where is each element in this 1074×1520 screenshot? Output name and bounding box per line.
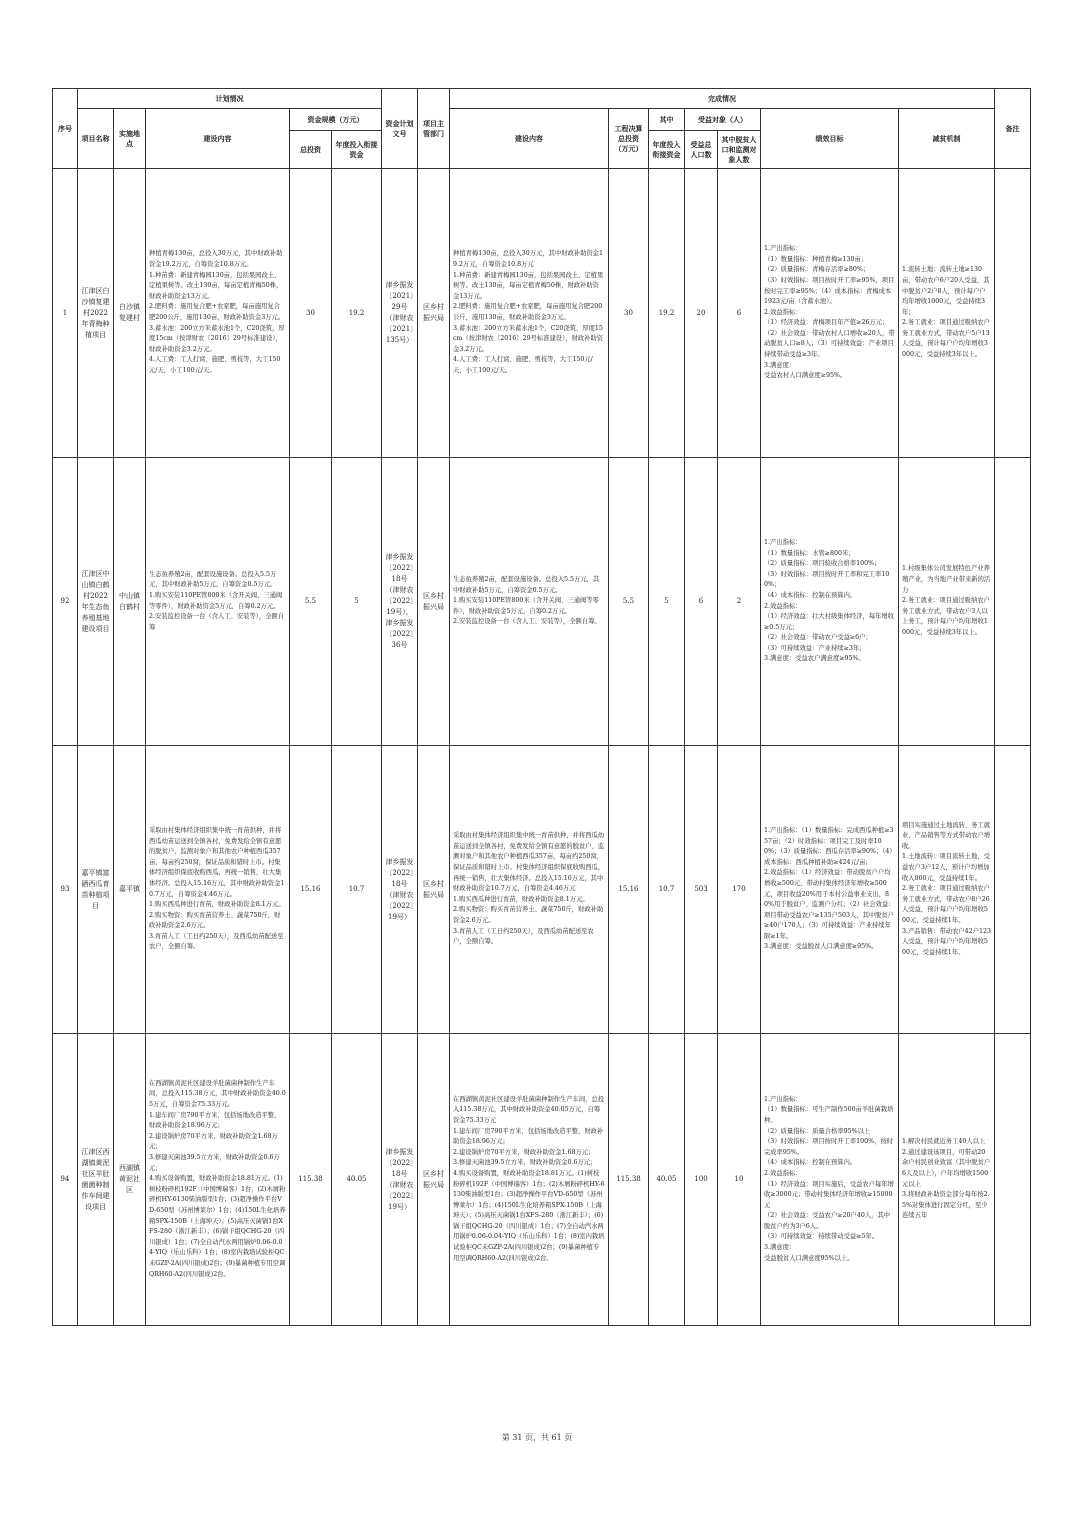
row-annual2: 10.7 xyxy=(649,746,685,1034)
row-content: 在西湖镇黄泥社区建设羊肚菌菌种制作生产车间，总投入115.38万元，其中财政补助资金40.05万元，自筹资金75.33万元。 1.建车间厂房790平方米，包括场地改造平整，财政补助资金18.96万元； 2.建设锅炉房70平方米，财政补助资金1.68万元； 3.修建灭菌池39.5立方米，财政补助资金0.6万元； 4.购买设备购置，财政补助资金18.81万元。(1)树枝粉碎机192F（中国博瑞客）1台；(2)木屑粉碎机HY-6130柴油版型1台；(3)超净操作平台VD-650型（苏州博莱尔）1台；(4)150L生化培养箱SPX-150B（上海坤天）；(5)高压灭菌锅1台XFS-280（浙江新丰）；(6)锅干组QCHG-20（四川银成）1台；(7)全自动汽水两用锅炉0.06-0.04-YIQ（乐山乐科）1台；(8)室内栽培试验柜QC未GZP-2A(四川银成)2台；(9)暴菌种植专用空调QRH60-A2(四川银成)2台。 xyxy=(146,1034,290,1326)
row-annual: 40.05 xyxy=(332,1034,382,1326)
header-target: 绩效目标 xyxy=(761,109,899,169)
row-target: 1.产出指标： （1）数量指标：可生产制作500亩羊肚菌栽培种。 （2）质量指标：质量合格率95%以上 （3）时效指标：项目按时开工率100%，按时完成率95%。 （4）成本指标：控制在预算内。 2.效益指标： （1）经济效益：项目实施后，受益农户每年增收≥3000元；带动村集体经济年增收≥15000元 （2）社会效益：受益农户≥20户40人，其中脱贫户约为3户6人。 （3）可持续效益：持续带动受益≥5年。 3.满意度： 受益脱贫人口满意度95%以上。 xyxy=(761,1034,899,1326)
row-annual2: 19.2 xyxy=(649,169,685,458)
row-seq: 92 xyxy=(53,458,78,746)
row-settle: 15.16 xyxy=(609,746,649,1034)
row-target: 1.产出指标： （1）数量指标：种植青梅≥130亩； （2）质量指标：青梅存活率≥80%； （3）时效指标：项目按时开工率≥95%，项目按时完工率≥95%；（4）成本指标：青梅成本1923元/亩（含蓄水池）。 2.效益指标： （1）经济效益：青梅项目年产值≥26万元；（2）社会效益：带动农村人口增收≥20人，带动脱贫人口≥8人；（3）可持续效益：产业项目持续带动受益≥3年。 3.满意度： 受益农村人口满意度≥95%。 xyxy=(761,169,899,458)
project-table xyxy=(52,88,1031,1326)
row-location: 嘉平镇 xyxy=(114,746,146,1034)
page-number: 第 31 页，共 61 页 xyxy=(501,1433,573,1442)
header-plan: 计划情况 xyxy=(78,89,382,109)
row-total: 5.5 xyxy=(290,458,332,746)
row-total: 15.16 xyxy=(290,746,332,1034)
row-content2: 种植青梅130亩，总投入30万元，其中财政补助资金19.2万元，自筹资金10.8万元 1.种苗费：新建青梅园130亩，包括果园改土、定植果树等。改土130亩，每亩定植青梅50株，财政补助资金13万元。 2.肥料费：施用复合肥+农家肥，每亩施用复合肥200公斤，施用130亩，财政补助资金3万元。 3.蓄水池：200立方米蓄水池1个，C20浇筑，厚度15cm（按津财农〔2016〕29号标准建设），财政补助资金3.2万元。 4.人工费：工人打窝、施肥、剪枝等，大工150元/天，小工100元/天。 xyxy=(450,169,609,458)
row-location: 中山镇白鹤村 xyxy=(114,458,146,746)
row-location: 白沙镇复建村 xyxy=(114,169,146,458)
row-settle: 5.5 xyxy=(609,458,649,746)
row-content: 采取由村集体经济组织集中统一育苗供种，并将西瓜幼苗运送到全镇各村，免费发给全镇有意愿的脱贫户、监测对象户和其他农户种植西瓜357亩，每亩约250窝，保证品质和错时上市。村集体经济组织保底收购西瓜，再统一销售，壮大集体经济。总投入15.16万元，其中财政补助资金10.7万元，自筹资金4.46万元。 1.购买西瓜种进行育苗，财政补助资金8.1万元。 2.购买物资：购买育苗营养土、蔬菜750斤，财政补助资金2.6万元。 3.育苗人工（工日约250天），及西瓜幼苗配送至农户，全额自筹。 xyxy=(146,746,290,1034)
header-location: 实施地点 xyxy=(114,109,146,169)
row-annual: 19.2 xyxy=(332,169,382,458)
row-target: 1.产出指标：（1）数量指标：完成西瓜种植≥357亩；（2）时效指标：项目完工及时率100%；（3）质量指标：西瓜存活率≥90%；（4）成本指标：西瓜种植补助≥424元/亩； 2.效益指标：（1）经济效益：带动脱贫户户均增收≥500元，带动村集体经济年增收≥500元，项目收益20%用于本村公益事业支出，80%用于脱贫户、监测户分红；（2）社会效益：项目带动受益农户≥135户503人，其中脱贫户≥40户170人；（3）可持续效益：产业持续年限≥1年。 3.满意度：受益脱贫人口满意度≥95%。 xyxy=(761,746,899,1034)
header-among: 其中 xyxy=(649,109,685,131)
row-seq: 94 xyxy=(53,1034,78,1326)
header-total: 总投资 xyxy=(290,131,332,169)
header-dept: 项目主管部门 xyxy=(418,89,450,169)
row-name: 嘉平镇富硒西瓜育苗种植项目 xyxy=(78,746,114,1034)
row-mechanism: 1.解决村民就近务工40人以上 2.通过建设该项目，可带动20余户村民创业致富（其中脱贫户6人及以上），户年均增收1500元以上 3.将财政补助资金部分每年按2.5%对集体进行固定分红，至少连续五年 xyxy=(899,1034,995,1326)
row-total-people: 6 xyxy=(685,458,718,746)
row-settle: 115.38 xyxy=(609,1034,649,1326)
row-content: 种植青梅130亩，总投入30万元，其中财政补助资金19.2万元，自筹资金10.8万元。 1.种苗费：新建青梅园130亩，包括果园改土、定植果树等。改土130亩，每亩定植青梅50株，财政补助资金13万元。 2.肥料费：施用复合肥+农家肥，每亩施用复合肥200公斤，施用130亩，财政补助资金3万元。 3.蓄水池：200立方米蓄水池1个，C20浇筑，厚度15cm（按津财农〔2016〕29号标准建设），财政补助资金3.2万元。 4.人工费：工人打窝、施肥、剪枝等，大工150元/天，小工100元/天。 xyxy=(146,169,290,458)
header-content: 建设内容 xyxy=(146,109,290,169)
row-remark xyxy=(995,1034,1031,1326)
row-target: 1.产出指标： （1）数量指标：水管≥800米； （2）质量指标：项目验收合格率100%； （3）时效指标：项目按时开工率和完工率100%； （4）成本指标：控制在预算内。 2.效益指标： （1）经济效益：壮大村级集体经济，每年增收≥0.5万元； （2）社会效益：带动农户受益≥6户； （3）可持续效益：产业持续≥3年； 3.满意度：受益农户满意度≥95%。 xyxy=(761,458,899,746)
row-poor-people: 170 xyxy=(718,746,761,1034)
header-beneficiary: 受益对象（人） xyxy=(685,109,761,131)
row-poor-people: 10 xyxy=(718,1034,761,1326)
row-docno: 津乡振发〔2022〕18号（津财农〔2022〕19号），津乡振发〔2022〕36号 xyxy=(382,458,418,746)
header-seq: 序号 xyxy=(53,89,78,169)
header-docno: 资金计划文号 xyxy=(382,89,418,169)
row-dept: 区乡村振兴局 xyxy=(418,169,450,458)
row-annual2: 5 xyxy=(649,458,685,746)
header-remark: 备注 xyxy=(995,89,1031,169)
row-remark xyxy=(995,458,1031,746)
row-name: 江津区中山镇白鹤村2022年生态鱼养殖基地建设项目 xyxy=(78,458,114,746)
row-seq: 93 xyxy=(53,746,78,1034)
row-docno: 津乡振发〔2022〕18号（津财农〔2022〕19号） xyxy=(382,746,418,1034)
row-settle: 30 xyxy=(609,169,649,458)
row-total-people: 100 xyxy=(685,1034,718,1326)
row-seq: 1 xyxy=(53,169,78,458)
row-location: 西湖镇黄泥社区 xyxy=(114,1034,146,1326)
header-name: 项目名称 xyxy=(78,109,114,169)
row-mechanism: 1.村级集体公司发展特色产业养殖产业，为当地产业带来新的活力 2.务工就业：项目通过吸纳农户务工就业方式，带动农户3人以上务工，预计每户户均年增收1000元，受益持续3年以上。 xyxy=(899,458,995,746)
row-total-people: 20 xyxy=(685,169,718,458)
row-remark xyxy=(995,746,1031,1034)
row-docno: 津乡振发〔2021〕29号（津财农〔2021〕135号） xyxy=(382,169,418,458)
header-mechanism: 减贫机制 xyxy=(899,109,995,169)
row-name: 江津区西湖镇黄泥社区羊肚菌菌种制作车间建设项目 xyxy=(78,1034,114,1326)
row-annual2: 40.05 xyxy=(649,1034,685,1326)
header-annual: 年度投入衔接资金 xyxy=(332,131,382,169)
row-mechanism: 项目实施通过土地流转、务工就业、产品销售等方式带动农户增收。 1.土地流转：项目流转土地，受益农户3户12人，预计户均增加收入800元，受益持续1年。 2.务工就业：项目通过吸纳农户务工就业方式，带动农户8户26人受益，预计每户户均年增收500元，受益持续1年。 3.产品销售：带动农户42户123人受益，预计每户户均年增收500元，受益持续1年。 xyxy=(899,746,995,1034)
row-poor-people: 6 xyxy=(718,169,761,458)
row-content2: 在西湖镇黄泥社区建设羊肚菌菌种制作生产车间，总投入115.38万元，其中财政补助资金40.05万元，自筹资金75.33万元 1.建车间厂房790平方米，包括场地改造平整，财政补助资金18.96万元； 2.建设锅炉房70平方米，财政补助资金1.68万元； 3.修建灭菌池39.5立方米，财政补助资金0.6万元； 4.购买设备购置，财政补助资金18.81万元。(1)树枝粉碎机192F（中国博瑞客）1台；(2)木屑粉碎机HY-6130柴油版型1台；(3)超净操作平台VD-650型（苏州博莱尔）1台；(4)150L生化培养箱SPX-150B（上海坤天）；(5)高压灭菌锅1台XFS-280（浙江新丰）；(6)锅干组QCHG-20（四川银成）1台；(7)全自动汽水两用锅炉0.06-0.04-YIQ（乐山乐科）1台；(8)室内栽培试验柜QC未GZP-2A(四川银成)2台；(9)暴菌种植专用空调QRH60-A2(四川银成)2台。 xyxy=(450,1034,609,1326)
row-poor-people: 2 xyxy=(718,458,761,746)
row-annual: 5 xyxy=(332,458,382,746)
header-total-people: 受益总人口数 xyxy=(685,131,718,169)
header-complete: 完成情况 xyxy=(450,89,995,109)
row-total-people: 503 xyxy=(685,746,718,1034)
row-dept: 区乡村振兴局 xyxy=(418,746,450,1034)
row-dept: 区乡村振兴局 xyxy=(418,1034,450,1326)
table-row xyxy=(53,746,1031,1034)
row-docno: 津乡振发〔2022〕18号（津财农〔2022〕19号） xyxy=(382,1034,418,1326)
header-settle: 工程决算总投资（万元） xyxy=(609,109,649,169)
header-content2: 建设内容 xyxy=(450,109,609,169)
row-total: 30 xyxy=(290,169,332,458)
header-poor-people: 其中脱贫人口和监测对象人数 xyxy=(718,131,761,169)
row-annual: 10.7 xyxy=(332,746,382,1034)
row-name: 江津区白沙镇复建村2022年青梅种植项目 xyxy=(78,169,114,458)
table-row xyxy=(53,169,1031,458)
row-total: 115.38 xyxy=(290,1034,332,1326)
table-row xyxy=(53,1034,1031,1326)
row-mechanism: 1.流转土地：流转土地≥130亩，带动农户6户20人受益，其中脱贫户2户8人，预计每户户均年增收1000元，受益持续3年； 2.务工就业：项目通过吸纳农户务工就业方式，带动农户5户13人受益，预计每户户均年增收3000元，受益持续3年以上。 xyxy=(899,169,995,458)
table-row xyxy=(53,458,1031,746)
row-content: 生态鱼养殖2亩，配套设施设备。总投入5.5万元，其中财政补助5万元，自筹资金0.5万元。 1.购买安装110PE管800米（含开关阀、三通阀等零件），财政补助资金5万元，自筹0.2万元。 2.安装监控设备一台（含人工、安装等），全额自筹 xyxy=(146,458,290,746)
row-content2: 采取由村集体经济组织集中统一育苗供种，并将西瓜幼苗运送到全镇各村，免费发给全镇有意愿的脱贫户、监测对象户和其他农户种植西瓜357亩，每亩约250窝，保证品质和错时上市。村集体经济组织保底收购西瓜，再统一销售，壮大集体经济。总投入15.16万元，其中财政补助资金10.7万元，自筹资金4.46万元 1.购买西瓜种进行育苗，财政补助资金8.1万元。 2.购买物资：购买育苗营养土、蔬菜750斤，财政补助资金2.6万元。 3.育苗人工（工日约250天），及西瓜幼苗配送至农户，全额自筹。 xyxy=(450,746,609,1034)
header-annual2: 年度投入衔接资金 xyxy=(649,131,685,169)
row-dept: 区乡村振兴局 xyxy=(418,458,450,746)
row-remark xyxy=(995,169,1031,458)
header-funds: 资金规模（万元） xyxy=(290,109,382,131)
row-content2: 生态鱼养殖2亩，配套设施设备。总投入5.5万元，其中财政补助5万元，自筹资金0.5万元。 1.购买安装110PE管800米（含开关阀、三通阀等零件），财政补助资金5万元，自筹0.2万元。 2.安装监控设备一台（含人工、安装等），全额自筹。 xyxy=(450,458,609,746)
